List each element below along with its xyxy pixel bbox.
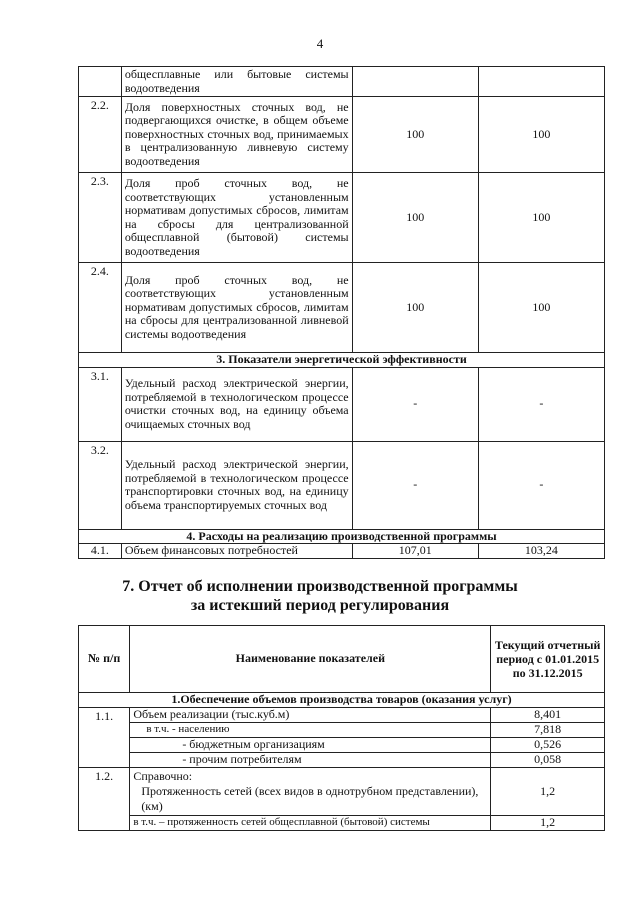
indicator-value: 0,526	[491, 738, 605, 753]
table-row	[79, 768, 605, 816]
value-fact	[478, 67, 604, 97]
row-number: 3.2.	[79, 441, 122, 529]
report-title	[0, 577, 640, 615]
indicators-table	[78, 66, 605, 559]
table-row	[79, 708, 605, 723]
section-header-row	[79, 693, 605, 708]
section-title: 3. Показатели энергетической эффективности	[79, 353, 605, 368]
column-header-name: Наименование показателей	[130, 626, 491, 693]
value-plan: 100	[352, 97, 478, 173]
section-title: 4. Расходы на реализацию производственной программы	[79, 529, 605, 544]
table-row	[79, 441, 605, 529]
value-plan	[352, 67, 478, 97]
table-row	[79, 173, 605, 263]
value-plan: 100	[352, 263, 478, 353]
table-row	[79, 816, 605, 831]
indicator-name: в т.ч. - населению	[130, 723, 491, 738]
indicator-name: Доля проб сточных вод, не соответствующих установленным нормативам допустимых сбросов, лимитам на сбросы для централизованной общесплавной (бытовой) системы водоотведения	[121, 173, 352, 263]
row-number: 2.3.	[79, 173, 122, 263]
value-fact: 100	[478, 173, 604, 263]
indicator-value: 0,058	[491, 753, 605, 768]
table-row	[79, 753, 605, 768]
table-row	[79, 723, 605, 738]
indicator-name: в т.ч. – протяженность сетей общесплавной (бытовой) системы	[130, 816, 491, 831]
row-number: 1.1.	[79, 708, 130, 768]
value-fact: -	[478, 367, 604, 441]
row-number: 4.1.	[79, 544, 122, 559]
indicator-value: 1,2	[491, 768, 605, 816]
report-title-line1: 7. Отчет об исполнении производственной программы	[122, 578, 518, 595]
value-fact: 100	[478, 97, 604, 173]
indicator-name: Объем реализации (тыс.куб.м)	[130, 708, 491, 723]
indicator-name: Удельный расход электрической энергии, потребляемой в технологическом процессе транспортировки сточных вод, на единицу объема транспортируемых сточных вод	[121, 441, 352, 529]
value-plan: 100	[352, 173, 478, 263]
table-row	[79, 367, 605, 441]
indicator-name: - прочим потребителям	[130, 753, 491, 768]
indicator-value: 7,818	[491, 723, 605, 738]
row-number: 2.2.	[79, 97, 122, 173]
row-number: 3.1.	[79, 367, 122, 441]
indicator-name: Доля проб сточных вод, не соответствующих установленным нормативам допустимых сбросов, лимитам на сбросы для централизованной ливневой системы водоотведения	[121, 263, 352, 353]
indicator-value: 1,2	[491, 816, 605, 831]
table-row	[79, 263, 605, 353]
column-header-period: Текущий отчетный период с 01.01.2015 по 31.12.2015	[491, 626, 605, 693]
indicator-name: Удельный расход электрической энергии, потребляемой в технологическом процессе очистки сточных вод, на единицу объема очищаемых сточных вод	[121, 367, 352, 441]
reference-text: Протяженность сетей (всех видов в однотрубном представлении), (км)	[141, 784, 479, 813]
table-row	[79, 97, 605, 173]
indicator-name: Доля поверхностных сточных вод, не подвергающихся очистке, в общем объеме поверхностных сточных вод, принимаемых в централизованную ливневую систему водоотведения	[121, 97, 352, 173]
page-number: 4	[316, 36, 324, 51]
value-fact: 100	[478, 263, 604, 353]
header-row	[79, 626, 605, 693]
row-number	[79, 67, 122, 97]
indicator-name: общесплавные или бытовые системы водоотведения	[121, 67, 352, 97]
indicator-name: - бюджетным организациям	[130, 738, 491, 753]
row-number: 2.4.	[79, 263, 122, 353]
report-title-line2: за истекший период регулирования	[190, 597, 450, 614]
reference-label: Справочно:	[133, 769, 193, 783]
table-row	[79, 67, 605, 97]
value-plan: -	[352, 441, 478, 529]
report-table	[78, 625, 605, 831]
value-plan: 107,01	[352, 544, 478, 559]
column-header-number: № п/п	[79, 626, 130, 693]
value-fact: -	[478, 441, 604, 529]
row-number: 1.2.	[79, 768, 130, 831]
section-header-row	[79, 353, 605, 368]
indicator-name: Объем финансовых потребностей	[121, 544, 352, 559]
table-row	[79, 738, 605, 753]
indicator-name	[130, 768, 491, 816]
section-header-row	[79, 529, 605, 544]
table-row	[79, 544, 605, 559]
value-fact: 103,24	[478, 544, 604, 559]
value-plan: -	[352, 367, 478, 441]
indicator-value: 8,401	[491, 708, 605, 723]
section-title: 1.Обеспечение объемов производства товаров (оказания услуг)	[79, 693, 605, 708]
